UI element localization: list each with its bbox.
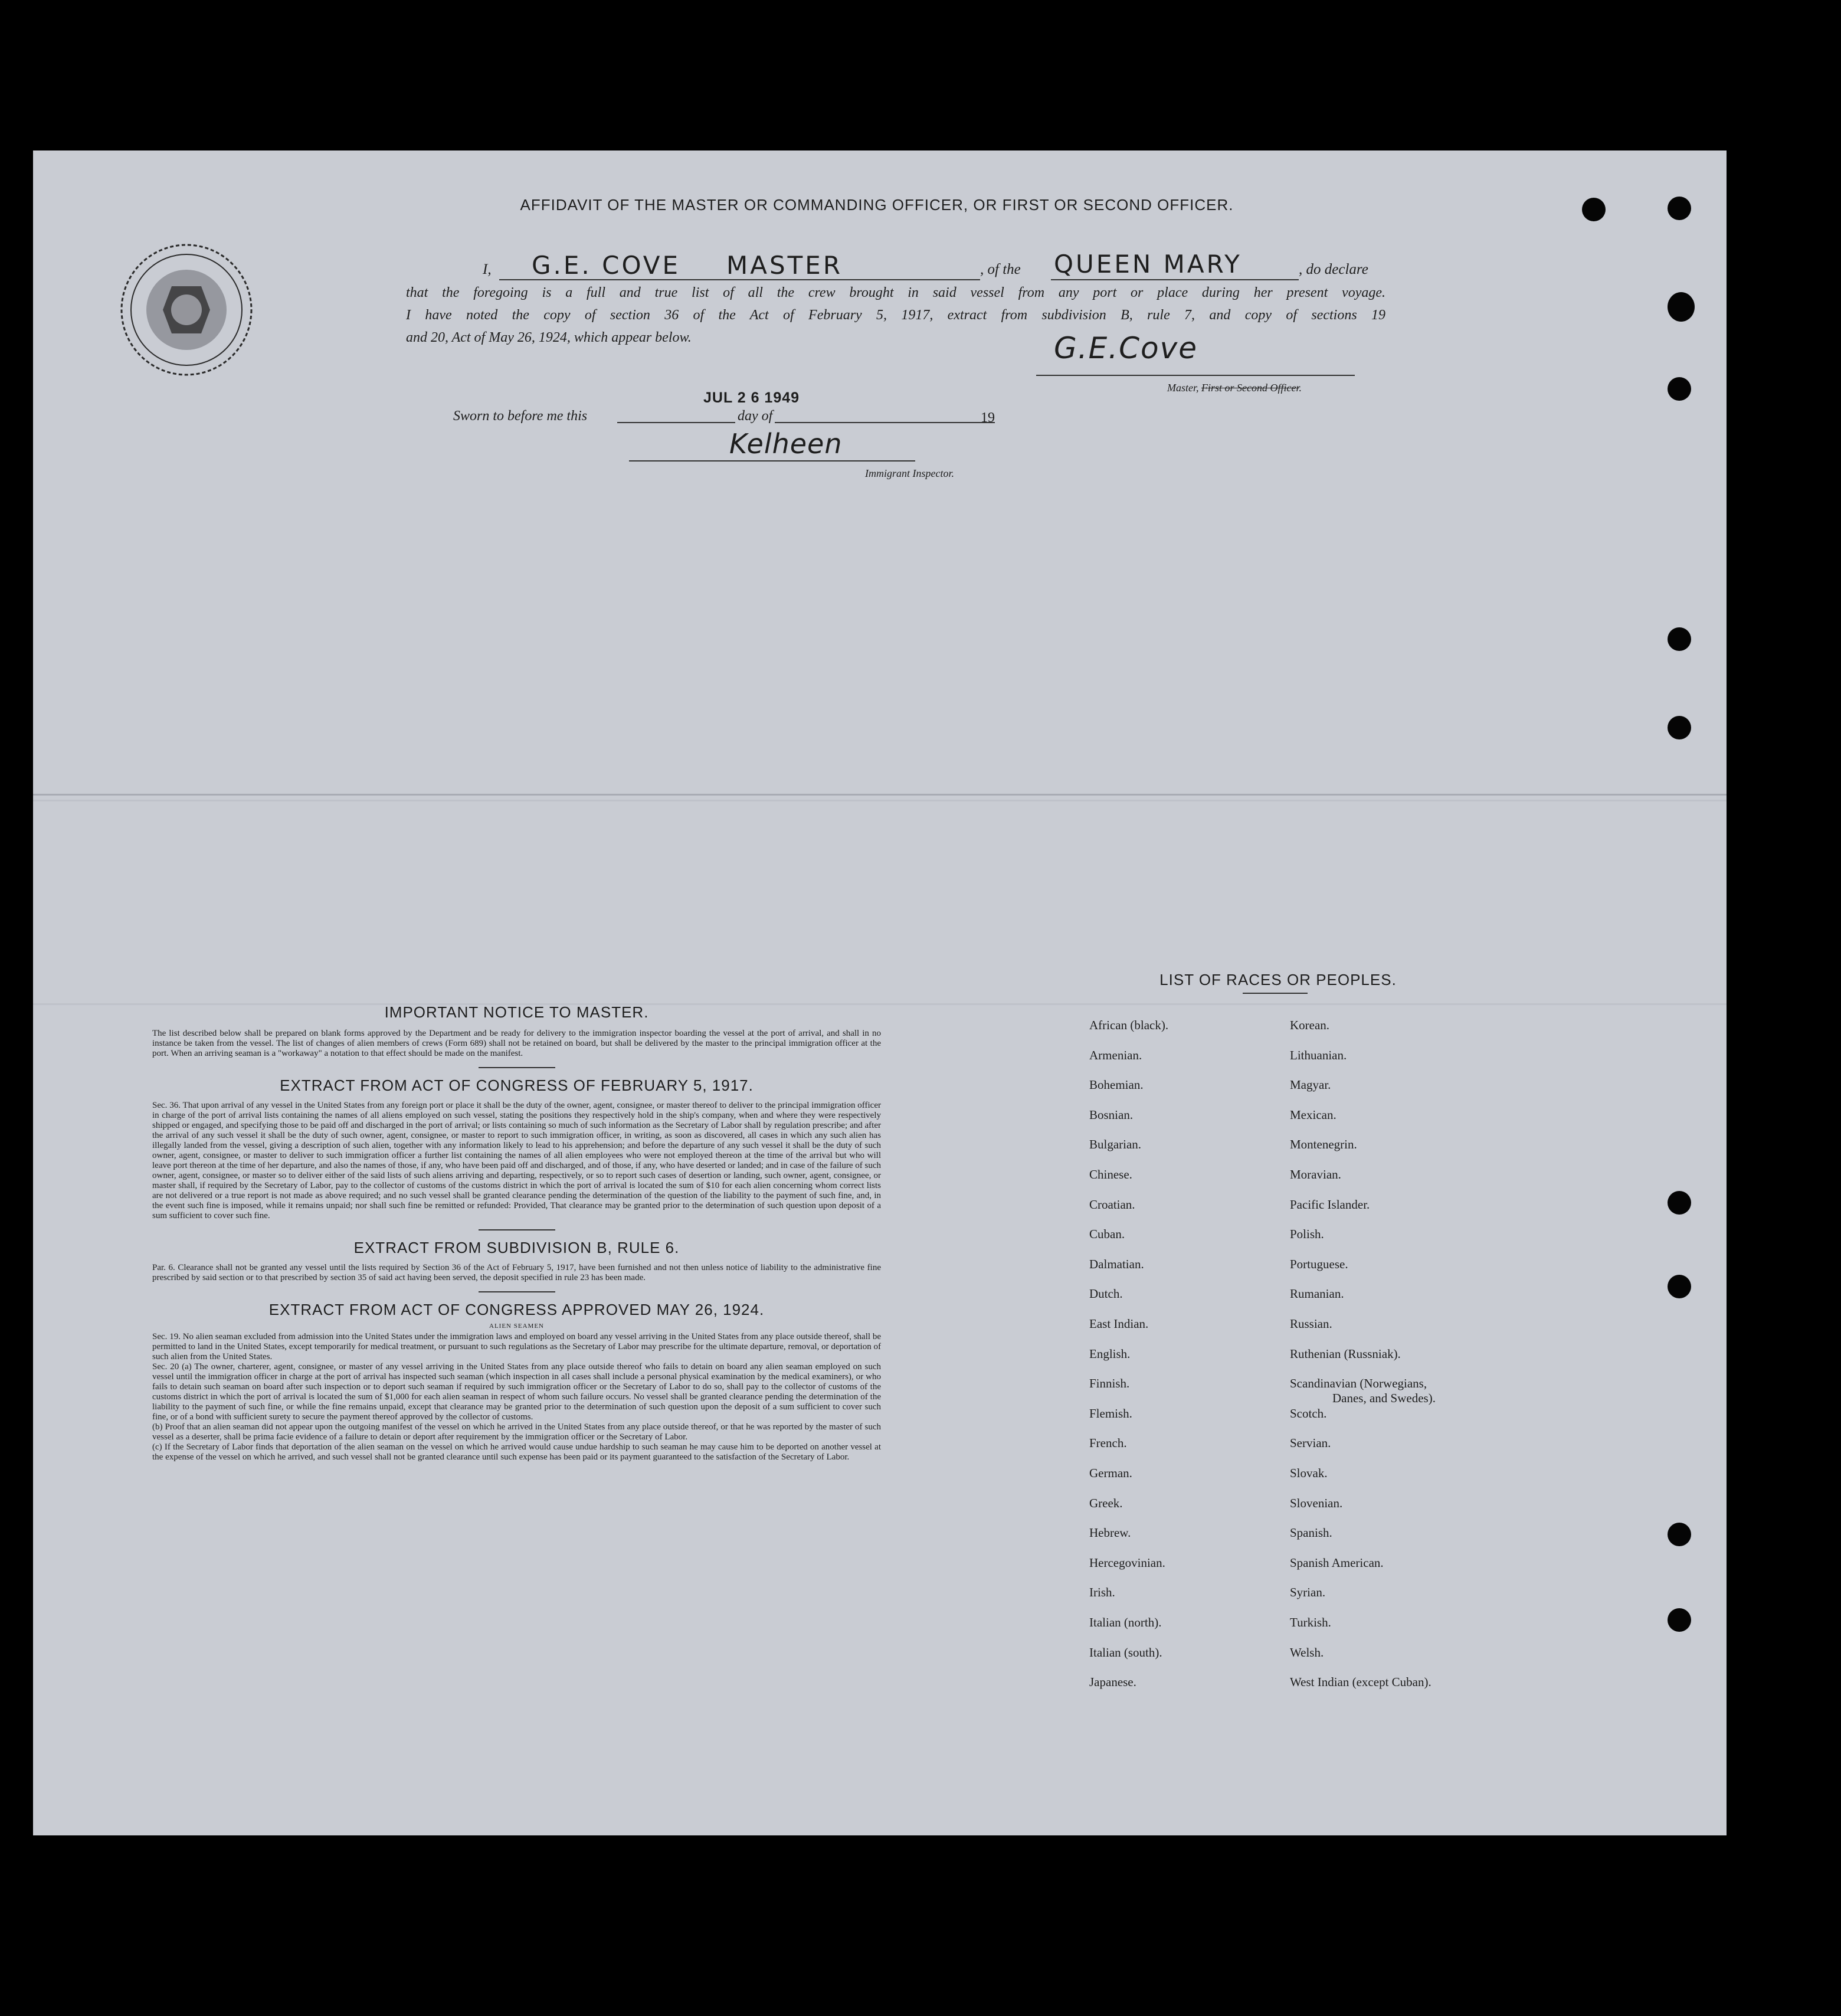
races-title-rule [1243,993,1308,994]
race-item: Bohemian. [1089,1078,1144,1092]
race-item: Mexican. [1290,1108,1336,1122]
race-item: Russian. [1290,1317,1332,1331]
punch-hole [1582,198,1606,221]
race-item: Slovak. [1290,1466,1328,1480]
race-item: Hercegovinian. [1089,1556,1165,1570]
master-caption-text: Master, [1167,382,1199,394]
sec19-text: Sec. 19. No alien seaman excluded from admission into the United States under the immigration laws and employed on board any vessel arriving in the United States from any place outside thereof, shall be permitted to land in the United States, except temporarily for medical treatment, or pursuant to such regulations as the Secretary of Labor may prescribe for the ultimate departure, removal, or deportation of such alien from the United States. [152,1332,881,1362]
notice-title: IMPORTANT NOTICE TO MASTER. [384,1003,649,1021]
race-item: Servian. [1290,1436,1331,1450]
extract-1924-title: EXTRACT FROM ACT OF CONGRESS APPROVED MAY 26, 1924. [268,1301,765,1318]
race-item: Hebrew. [1089,1526,1131,1540]
race-item: English. [1089,1347,1131,1361]
race-item-continuation: Danes, and Swedes). [1332,1391,1436,1405]
official-seal [116,239,257,381]
master-signature-line [1036,375,1355,376]
race-item: Pacific Islander. [1290,1197,1370,1212]
race-item: Dutch. [1089,1287,1123,1301]
day-of-label: day of [735,408,775,424]
race-item: Dalmatian. [1089,1257,1144,1271]
do-declare-label: , do declare [1299,261,1368,277]
race-item: Spanish. [1290,1526,1332,1540]
race-item: Korean. [1290,1018,1330,1032]
punch-hole [1668,1191,1691,1215]
punch-hole [1668,197,1691,220]
fold-line [33,800,1727,801]
race-item: Italian (north). [1089,1615,1162,1629]
punch-hole [1668,627,1691,651]
master-name-handwritten: G.E. COVE [532,251,681,280]
sworn-label: Sworn to before me this [453,408,588,424]
sec20b-text: (b) Proof that an alien seaman did not appear upon the outgoing manifest of the vessel on which he arrived in the United States from any place outside thereof, or that he was reported by the master of such vessel as a deserter, shall be prima facie evidence of a failure to detain or deport after requirement by the immigration officer or the Secretary of Labor. [152,1422,881,1442]
affidavit-body-line1: that the foregoing is a full and true list of all the crew brought in said vessel from any port or place during her present voyage. [406,285,1385,300]
race-item: Magyar. [1290,1078,1331,1092]
race-item: German. [1089,1466,1132,1480]
extract-1917-title: EXTRACT FROM ACT OF CONGRESS OF FEBRUARY 5, 1917. [280,1076,754,1094]
affidavit-body-line2: I have noted the copy of section 36 of the Act of February 5, 1917, extract from subdivision B, rule 7, and copy of sections 19 [406,307,1385,323]
sworn-line [617,422,995,423]
race-item: Armenian. [1089,1048,1142,1062]
race-item: Finnish. [1089,1376,1130,1390]
race-item: Italian (south). [1089,1645,1162,1660]
punch-hole [1668,1523,1691,1546]
vessel-line [1051,279,1299,280]
race-item: Scotch. [1290,1406,1327,1421]
race-item: Syrian. [1290,1585,1326,1599]
affidavit-i-label: I, [483,261,492,277]
race-item: Welsh. [1290,1645,1324,1660]
sec20a-text: Sec. 20 (a) The owner, charterer, agent, consignee, or master of any vessel arriving in the United States from any place outside thereof who fails to detain on board any alien seaman employed on such vessel until the immigration officer in charge at the port of arrival has inspected such seaman (which inspection in all cases shall include a personal physical examination by the medical examiners), or who fails to detain such seaman on board after such inspection or to deport such seaman if required by such immigration officer or the Secretary of Labor to do so, shall pay to the collector of customs of the customs district in which the port of arrival is located the sum of $1,000 for each alien seaman in respect of whom such failure occurs. No vessel shall be granted clearance pending the determination of the liability to the payment of such fine, or while the fine remains unpaid, except that clearance may be granted prior to the determination of such question upon the deposit of a sum sufficient to cover such fine, or of a bond with sufficient surety to secure the payment thereof approved by the collector of customs. [152,1362,881,1422]
master-caption: Master, First or Second Officer. [1167,382,1302,394]
of-the-label: , of the [980,261,1021,277]
race-item: Portuguese. [1290,1257,1348,1271]
race-item: French. [1089,1436,1127,1450]
affidavit-title: AFFIDAVIT OF THE MASTER OR COMMANDING OFFICER, OR FIRST OR SECOND OFFICER. [520,196,1234,214]
master-rank-handwritten: MASTER [726,251,843,280]
inspector-signature: Kelheen [729,428,843,460]
race-item: Rumanian. [1290,1287,1344,1301]
punch-hole [1668,1608,1691,1632]
punch-hole [1668,377,1691,401]
fold-line [33,794,1727,796]
race-item: Ruthenian (Russniak). [1290,1347,1401,1361]
race-item: African (black). [1089,1018,1169,1032]
divider [479,1291,555,1292]
notice-text: The list described below shall be prepared on blank forms approved by the Department and be ready for delivery to the immigration inspector boarding the vessel at the port of arrival, and shall in no instance be taken from the vessel. The list of changes of alien members of crews (Form 689) shall not be retained on board, but shall be delivered by the master to the principal immigration officer at the port. When an arriving seaman is a "workaway" a notation to that effect should be made on the manifest. [152,1029,881,1058]
race-item: Spanish American. [1290,1556,1384,1570]
punch-hole [1668,1275,1691,1298]
rule6-text: Par. 6. Clearance shall not be granted any vessel until the lists required by Section 36 of the Act of February 5, 1917, have been furnished and not then unless notice of liability to the administrative fine prescribed by said section or to that prescribed by section 35 of said act having been served, the deposit specified in rule 23 has been made. [152,1263,881,1282]
race-item: Greek. [1089,1496,1123,1510]
race-item: Scandinavian (Norwegians, [1290,1376,1427,1390]
rule6-title: EXTRACT FROM SUBDIVISION B, RULE 6. [353,1239,680,1256]
extract-1917-text: Sec. 36. That upon arrival of any vessel in the United States from any foreign port or place it shall be the duty of the owner, agent, consignee, or master thereof to deliver to the principal immigration officer in charge of the port of arrival lists containing the names of all aliens employed on such vessel, stating the positions they respectively hold in the ship's company, when and where they were respectively shipped or engaged, and specifying those to be paid off and discharged in the port of arrival; or lists containing so much of such information as the Secretary of Labor shall by regulation prescribe; and after the arrival of any such vessel it shall be the duty of such owner, agent, consignee, or master to report to such immigration officer, in writing, as soon as discovered, all cases in which any such alien has illegally landed from the vessel, giving a description of such alien, together with any information likely to lead to his apprehension; and before the departure of any such vessel it shall be the duty of such owner, agent, consignee, or master to deliver to such immigration officer a further list containing the names of all alien employees who were not employed thereon at the time of the arrival but who will leave port thereon at the time of her departure, and also the names of those, if any, who have been paid off and discharged, and of those, if any, who have deserted or landed; and in case of the failure of such owner, agent, consignee, or master so to deliver either of the said lists of such aliens arriving and departing, respectively, or so to report such cases of desertion or landing, such owner, agent, consignee, or master shall, if required by the Secretary of Labor, pay to the collector of customs of the customs district in which the port of arrival is located the sum of $10 for each alien concerning whom correct lists are not delivered or a true report is not made as above required; and no such vessel shall be granted clearance pending the determination of the question of the liability to the payment of such fine, and, in the event such fine is imposed, while it remains unpaid; nor shall such fine be remitted or refunded: Provided, That clearance may be granted prior to the determination of such question upon deposit of a sum sufficient to cover such fine. [152,1101,881,1220]
master-signature: G.E.Cove [1054,331,1198,365]
race-item: Cuban. [1089,1227,1125,1241]
race-item: Slovenian. [1290,1496,1343,1510]
year-label: 19 [981,410,995,426]
punch-hole [1668,716,1691,739]
date-stamp: JUL 2 6 1949 [703,390,800,406]
race-item: Irish. [1089,1585,1115,1599]
race-item: Turkish. [1290,1615,1331,1629]
race-item: Moravian. [1290,1167,1341,1182]
races-title: LIST OF RACES OR PEOPLES. [1159,971,1397,989]
race-item: Lithuanian. [1290,1048,1347,1062]
punch-hole [1668,292,1695,322]
race-item: Flemish. [1089,1406,1132,1421]
race-item: Croatian. [1089,1197,1135,1212]
race-item: Montenegrin. [1290,1137,1357,1151]
divider [479,1229,555,1230]
master-caption-struck: First or Second Officer [1201,382,1299,394]
race-item: East Indian. [1089,1317,1149,1331]
extract-1924-subtitle: ALIEN SEAMEN [489,1323,544,1330]
inspector-signature-line [629,460,915,462]
legal-notices [152,1003,881,1462]
race-item: Polish. [1290,1227,1324,1241]
race-item: Bulgarian. [1089,1137,1142,1151]
divider [479,1067,555,1068]
race-item: Chinese. [1089,1167,1132,1182]
manifest-sheet [33,150,1727,1835]
sec20c-text: (c) If the Secretary of Labor finds that deportation of the alien seaman on the vessel on which he arrived would cause undue hardship to such seaman he may cause him to be deported on another vessel at the expense of the vessel on which he arrived, and such vessel shall not be granted clearance until such expense has been paid or its payment guaranteed to the satisfaction of the Secretary of Labor. [152,1442,881,1462]
race-item: West Indian (except Cuban). [1290,1675,1431,1689]
affidavit-body-line3: and 20, Act of May 26, 1924, which appear below. [406,330,692,345]
race-item: Bosnian. [1089,1108,1134,1122]
vessel-name-handwritten: QUEEN MARY [1054,250,1242,279]
race-item: Japanese. [1089,1675,1136,1689]
inspector-caption: Immigrant Inspector. [865,467,954,479]
